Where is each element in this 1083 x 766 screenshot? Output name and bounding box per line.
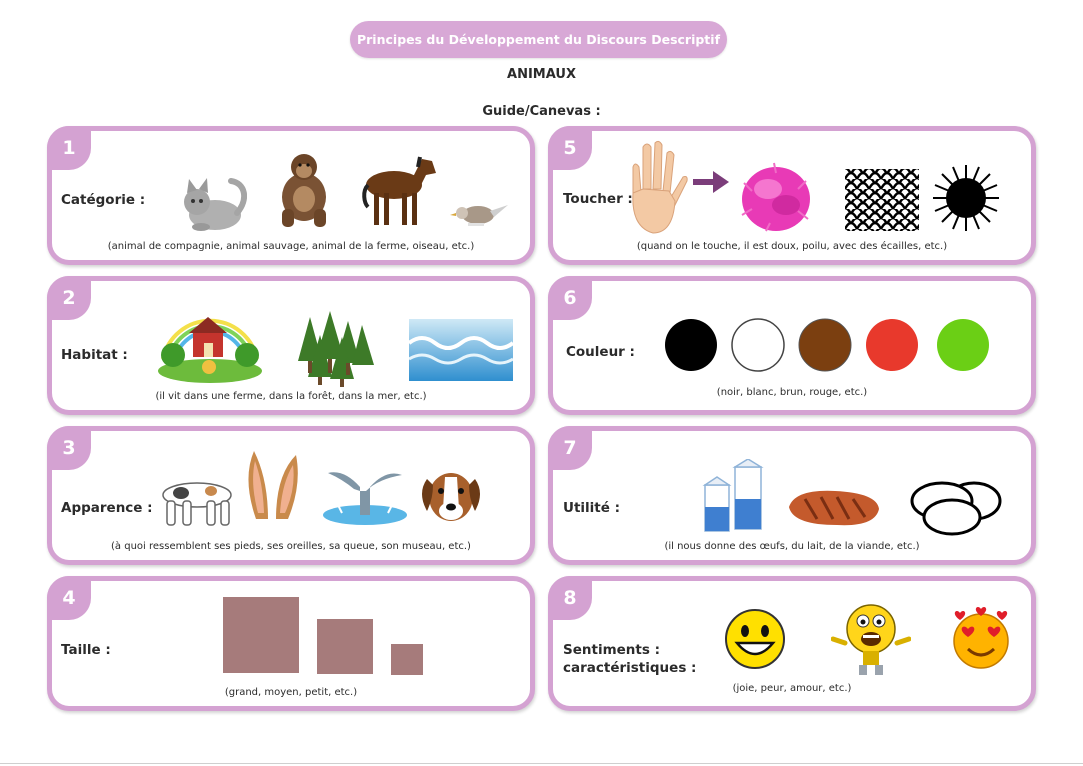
panel-caption: (grand, moyen, petit, etc.): [224, 687, 358, 698]
large-square-icon: [223, 597, 299, 673]
gorilla-icon: [276, 149, 332, 229]
scales-icon: [845, 169, 919, 231]
color-swatch-white: [732, 319, 784, 371]
fur-ball-icon: [738, 161, 814, 235]
arrow-icon: [693, 171, 729, 193]
panel-label: Catégorie :: [61, 192, 146, 208]
panel-label: [563, 641, 696, 677]
love-face-icon: [948, 605, 1014, 671]
panel-caption: (noir, blanc, brun, rouge, etc.): [716, 387, 868, 398]
panel-utilite: [548, 426, 1036, 565]
whale-tail-icon: [320, 465, 410, 527]
color-swatch-brown: [799, 319, 851, 371]
page-title: Principes du Développement du Discours Descriptif: [350, 21, 727, 58]
panel-caption: (quand on le touche, il est doux, poilu, avec des écailles, etc.): [636, 241, 948, 252]
panel-number: 6: [548, 276, 592, 320]
small-square-icon: [391, 644, 423, 675]
hand-icon: [613, 137, 693, 237]
color-swatch-black: [665, 319, 717, 371]
farm-icon: [155, 301, 265, 383]
forest-icon: [296, 311, 374, 387]
panel-categorie: [47, 126, 535, 265]
scared-face-icon: [831, 599, 911, 679]
horse-icon: [360, 151, 442, 229]
panel-label: Habitat :: [61, 347, 128, 363]
panel-apparence: [47, 426, 535, 565]
panel-label: Couleur :: [566, 344, 635, 360]
panel-couleur: [548, 276, 1036, 415]
bird-icon: [450, 197, 510, 229]
rabbit-ears-icon: [242, 449, 302, 521]
panel-caption: (à quoi ressemblent ses pieds, ses oreilles, sa queue, son museau, etc.): [111, 541, 471, 552]
panel-habitat: [47, 276, 535, 415]
panel-number: 4: [47, 576, 91, 620]
panel-label: Taille :: [61, 642, 111, 658]
panel-number: 8: [548, 576, 592, 620]
happy-face-icon: [723, 607, 787, 671]
color-swatches: [661, 317, 991, 375]
panel-caption: (il nous donne des œufs, du lait, de la viande, etc.): [664, 541, 920, 552]
panel-label-line1: Sentiments :: [563, 642, 660, 658]
panel-sentiments: [548, 576, 1036, 711]
panel-taille: [47, 576, 535, 711]
dog-snout-icon: [419, 469, 483, 525]
panel-number: 2: [47, 276, 91, 320]
panel-caption: (animal de compagnie, animal sauvage, animal de la ferme, oiseau, etc.): [107, 241, 475, 252]
panel-label: Toucher :: [563, 191, 633, 207]
meat-icon: [785, 487, 883, 529]
panel-number: 5: [548, 126, 592, 170]
panel-caption: (il vit dans une ferme, dans la forêt, dans la mer, etc.): [155, 391, 427, 402]
eggs-icon: [908, 479, 1004, 537]
panel-label: Utilité :: [563, 500, 621, 516]
panel-number: 3: [47, 426, 91, 470]
color-swatch-red: [866, 319, 918, 371]
panel-label-line2: caractéristiques :: [563, 660, 697, 676]
panel-number: 1: [47, 126, 91, 170]
sea-icon: [409, 319, 513, 381]
page-divider: [0, 763, 1083, 764]
panel-toucher: [548, 126, 1036, 265]
guide-heading: Guide/Canevas :: [482, 104, 601, 119]
medium-square-icon: [317, 619, 373, 674]
panel-caption: (joie, peur, amour, etc.): [732, 683, 852, 694]
color-swatch-green: [937, 319, 989, 371]
cat-icon: [179, 169, 247, 233]
page-subtitle: ANIMAUX: [507, 67, 576, 82]
milk-icon: [701, 459, 767, 535]
panel-label: Apparence :: [61, 500, 153, 516]
panel-number: 7: [548, 426, 592, 470]
spiky-icon: [931, 163, 1001, 233]
dog-feet-icon: [155, 477, 239, 529]
